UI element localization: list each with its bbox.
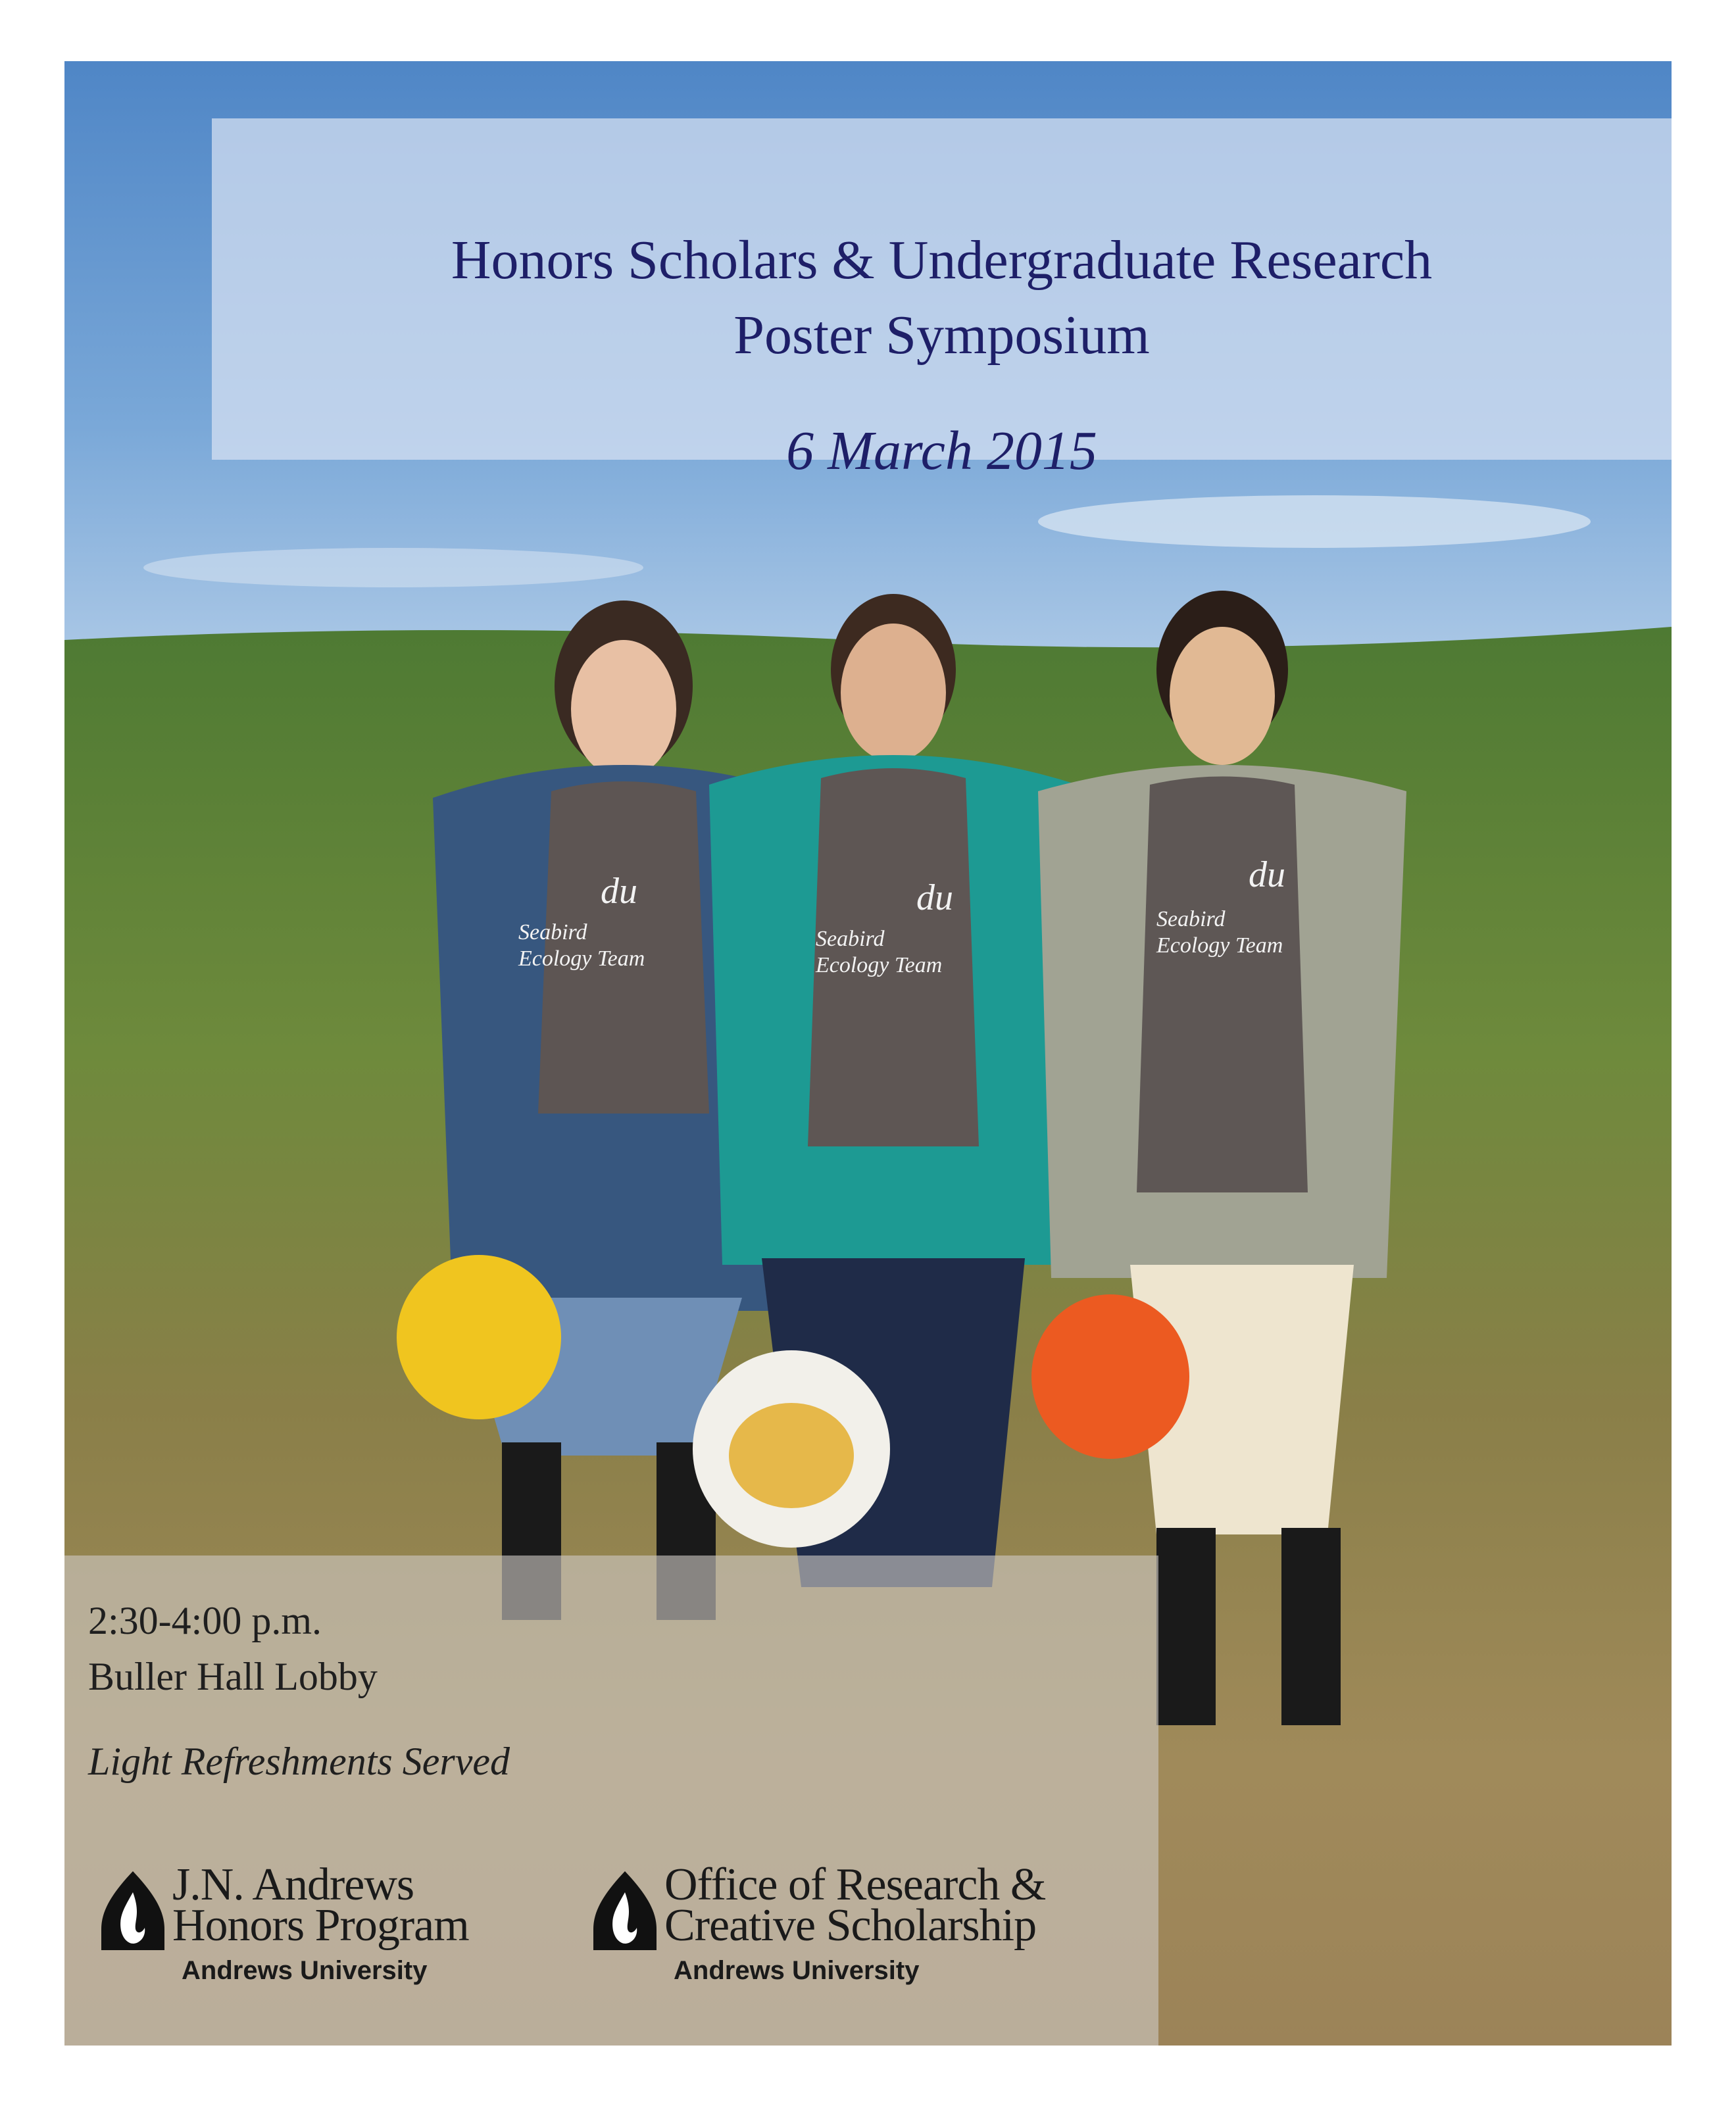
shirt-text-right-2: Ecology Team bbox=[1156, 933, 1283, 958]
honors-program-name-line1: J.N. Andrews bbox=[172, 1859, 414, 1910]
event-location: Buller Hall Lobby bbox=[88, 1655, 378, 1698]
flame-icon bbox=[591, 1870, 659, 1951]
shirt-text-right-1: Seabird bbox=[1156, 907, 1226, 931]
shirt-text-center-1: Seabird bbox=[816, 927, 885, 951]
shirt-text-left-2: Ecology Team bbox=[518, 946, 645, 971]
event-title-line1: Honors Scholars & Undergraduate Research bbox=[451, 230, 1433, 291]
honors-program-logo bbox=[99, 1859, 559, 1996]
info-panel bbox=[64, 1556, 1158, 2046]
research-office-logo bbox=[591, 1859, 1130, 1996]
flame-icon bbox=[99, 1870, 167, 1951]
shirt-logo-left: du bbox=[601, 871, 637, 912]
honors-program-name-line2: Honors Program bbox=[172, 1900, 469, 1951]
refreshments-note: Light Refreshments Served bbox=[88, 1740, 510, 1783]
research-office-university: Andrews University bbox=[674, 1956, 920, 1985]
research-office-name-line1: Office of Research & bbox=[664, 1859, 1046, 1910]
title-panel bbox=[212, 118, 1672, 481]
honors-program-name bbox=[172, 1859, 469, 1951]
research-office-name-line2: Creative Scholarship bbox=[664, 1900, 1037, 1951]
shirt-text-center-2: Ecology Team bbox=[816, 953, 943, 977]
event-time: 2:30-4:00 p.m. bbox=[88, 1599, 322, 1642]
shirt-text-left-1: Seabird bbox=[518, 920, 587, 944]
shirt-logo-right: du bbox=[1249, 854, 1285, 895]
research-office-name bbox=[664, 1859, 1046, 1951]
event-title-line2: Poster Symposium bbox=[733, 305, 1150, 366]
poster bbox=[64, 61, 1672, 2046]
honors-program-university: Andrews University bbox=[182, 1956, 428, 1985]
shirt-logo-center: du bbox=[916, 877, 953, 918]
event-date: 6 March 2015 bbox=[786, 420, 1097, 481]
